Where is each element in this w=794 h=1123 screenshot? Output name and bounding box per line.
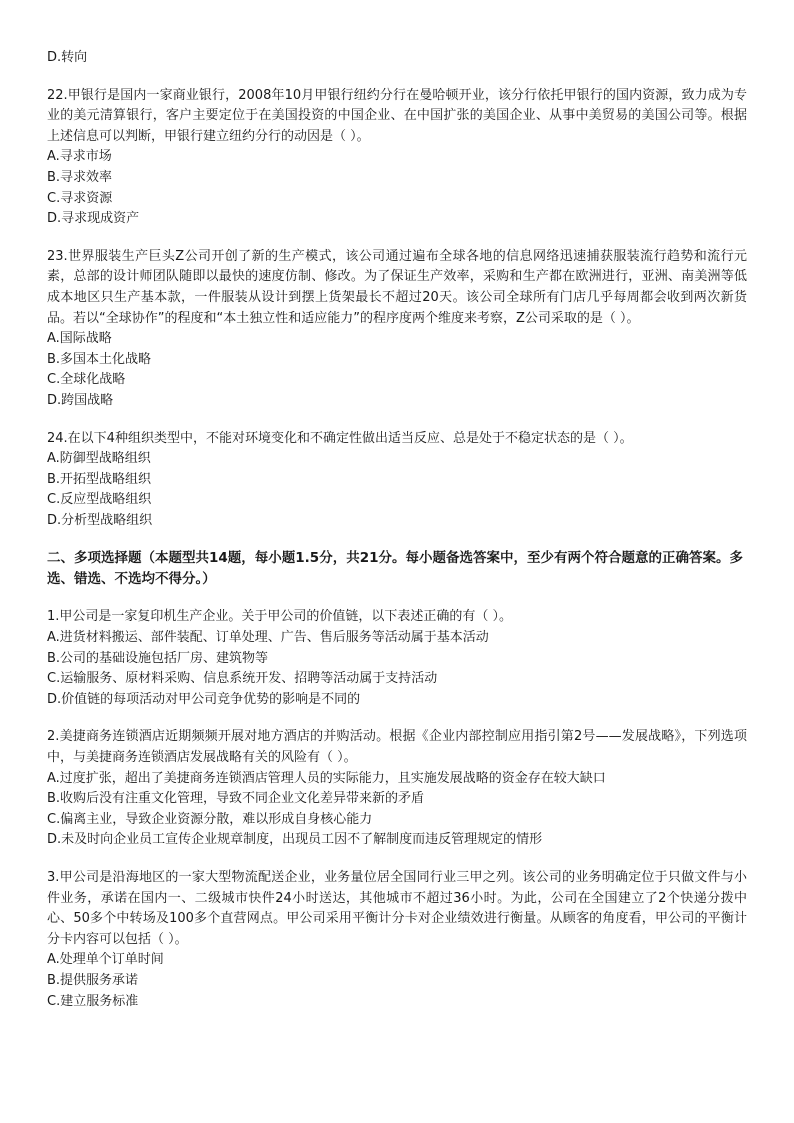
question-stem: 3.甲公司是沿海地区的一家大型物流配送企业，业务量位居全国同行业三甲之列。该公司的业务明确定位于只做文件与小件业务，承诺在国内一、二级城市快件24小时送达，其他城市不超过36小时。为此，公司在全国建立了2个快递分拨中心、50多个中转场及100多个直营网点。甲公司采用平衡计分卡对企业绩效进行衡量。从顾客的角度看，甲公司的平衡计分卡内容可以包括（ ）。 bbox=[47, 870, 747, 947]
option-d: D.寻求现成资产 bbox=[47, 211, 140, 227]
option-a: A.防御型战略组织 bbox=[47, 451, 151, 467]
question-22 bbox=[47, 86, 747, 230]
question-stem: 22.甲银行是国内一家商业银行，2008年10月甲银行纽约分行在曼哈顿开业，该分行依托甲银行的国内资源，致力成为专业的美元清算银行，客户主要定位于在美国投资的中国企业、在中国扩张的美国企业、从事中美贸易的美国公司等。根据上述信息可以判断，甲银行建立纽约分行的动因是（ ）。 bbox=[47, 87, 747, 144]
question-stem: 23.世界服装生产巨头Z公司开创了新的生产模式，该公司通过遍布全球各地的信息网络迅速捕获服装流行趋势和流行元素，总部的设计师团队随即以最快的速度仿制、修改。为了保证生产效率，采购和生产都在欧洲进行，亚洲、南美洲等低成本地区只生产基本款，一件服装从设计到摆上货架最长不超过20天。该公司全球所有门店几乎每周都会收到两次新货品。若以“全球协作”的程度和“本土独立性和适应能力”的程序度两个维度来考察，Z公司采取的是（ ）。 bbox=[47, 248, 747, 326]
question-stem: 1.甲公司是一家复印机生产企业。关于甲公司的价值链，以下表述正确的有（ ）。 bbox=[47, 609, 513, 625]
option-c: C.反应型战略组织 bbox=[47, 492, 152, 508]
option-b: B.开拓型战略组织 bbox=[47, 471, 152, 487]
option-d: D.价值链的每项活动对甲公司竞争优势的影响是不同的 bbox=[47, 691, 361, 707]
question-stem: 24.在以下4种组织类型中，不能对环境变化和不确定性做出适当反应、总是处于不稳定状态的是（ ）。 bbox=[47, 430, 633, 446]
option-c: C.运输服务、原材料采购、信息系统开发、招聘等活动属于支持活动 bbox=[47, 671, 438, 687]
option-c: C.偏离主业，导致企业资源分散，难以形成自身核心能力 bbox=[47, 811, 373, 827]
multi-question-3 bbox=[47, 868, 747, 1012]
option-d: D.分析型战略组织 bbox=[47, 512, 153, 528]
option-b: B.寻求效率 bbox=[47, 169, 113, 185]
option-c: C.寻求资源 bbox=[47, 190, 113, 206]
option-d: D.转向 bbox=[47, 50, 88, 65]
document-page bbox=[47, 48, 747, 1012]
option-a: A.国际战略 bbox=[47, 331, 112, 347]
option-b: B.多国本土化战略 bbox=[47, 351, 152, 367]
question-23 bbox=[47, 247, 747, 412]
option-a: A.寻求市场 bbox=[47, 149, 112, 165]
section-heading: 二、多项选择题（本题型共14题，每小题1.5分，共21分。每小题备选答案中，至少有两个符合题意的正确答案。多选、错选、不选均不得分。） bbox=[47, 550, 743, 588]
option-b: B.提供服务承诺 bbox=[47, 972, 139, 988]
option-b: B.公司的基础设施包括厂房、建筑物等 bbox=[47, 650, 269, 666]
option-d: D.未及时向企业员工宣传企业规章制度，出现员工因不了解制度而违反管理规定的情形 bbox=[47, 832, 543, 848]
question-stem: 2.美捷商务连锁酒店近期频频开展对地方酒店的并购活动。根据《企业内部控制应用指引第2号——发展战略》，下列选项中，与美捷商务连锁酒店发展战略有关的风险有（ ）。 bbox=[47, 729, 747, 766]
option-d: D.跨国战略 bbox=[47, 392, 114, 408]
option-a: A.进货材料搬运、部件装配、订单处理、广告、售后服务等活动属于基本活动 bbox=[47, 630, 489, 646]
multi-question-1 bbox=[47, 607, 747, 710]
option-c: C.全球化战略 bbox=[47, 372, 126, 388]
option-b: B.收购后没有注重文化管理，导致不同企业文化差异带来新的矛盾 bbox=[47, 791, 425, 807]
multi-question-2 bbox=[47, 727, 747, 851]
option-a: A.处理单个订单时间 bbox=[47, 952, 164, 968]
option-a: A.过度扩张，超出了美捷商务连锁酒店管理人员的实际能力，且实施发展战略的资金存在较大缺口 bbox=[47, 770, 606, 786]
option-c: C.建立服务标准 bbox=[47, 993, 139, 1009]
question-24 bbox=[47, 429, 747, 532]
